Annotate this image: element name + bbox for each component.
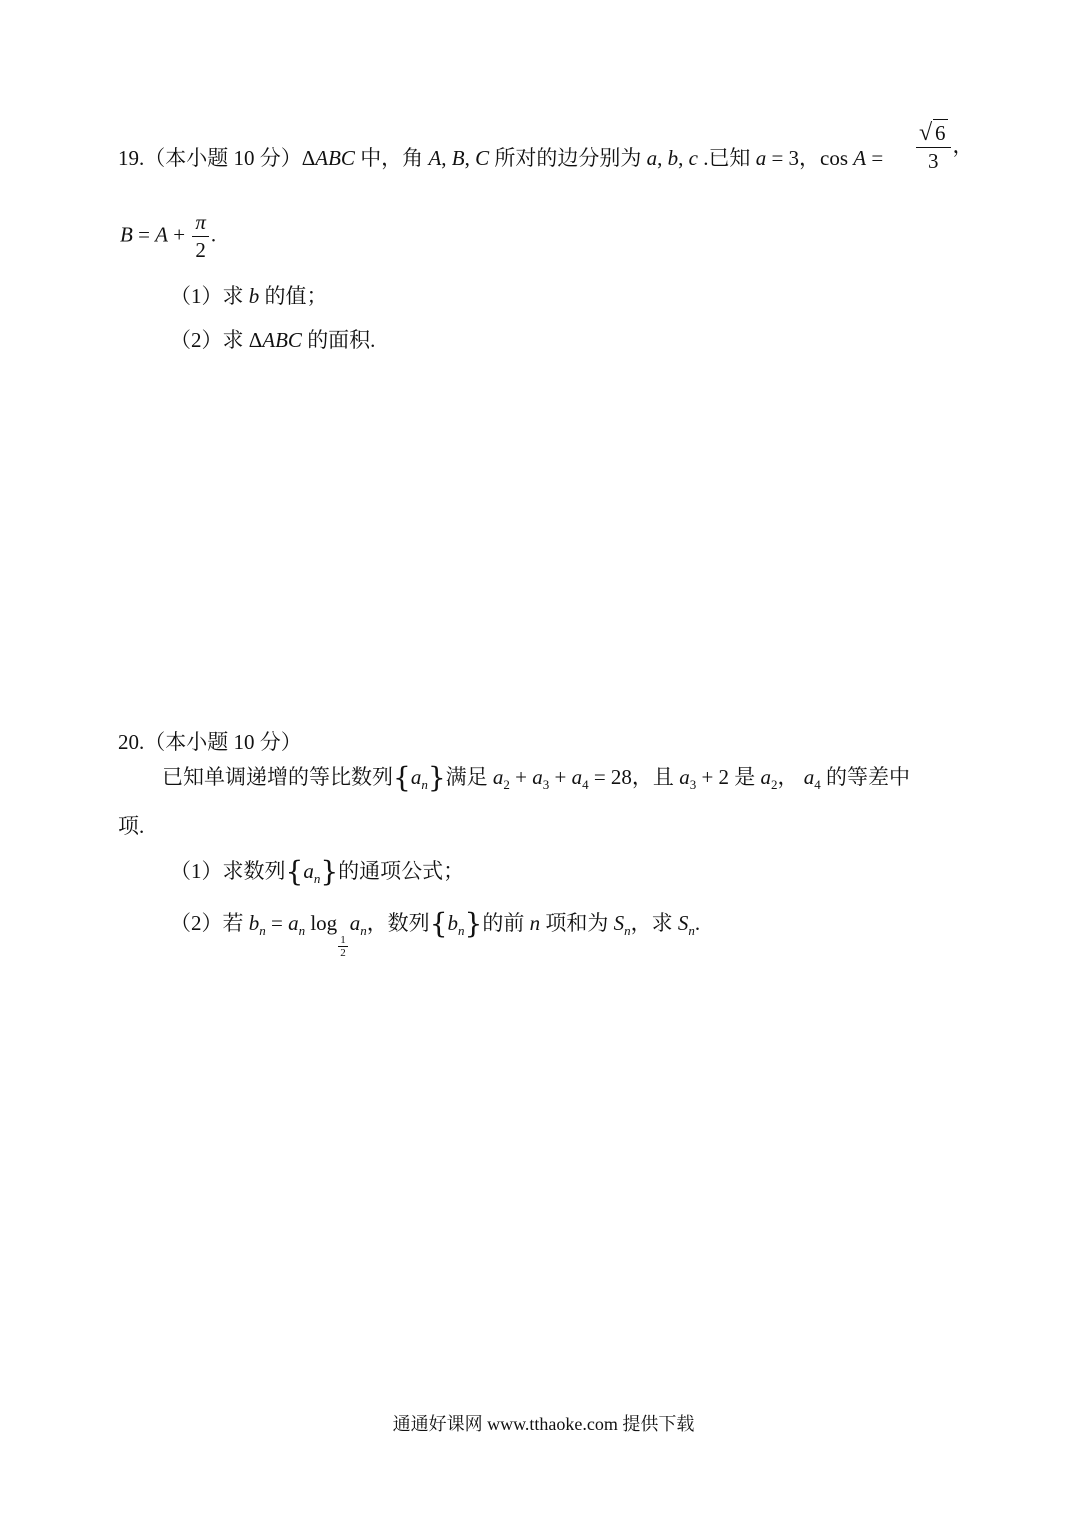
q19-points: （本小题 10 分） [144,146,302,170]
q19-number: 19. [118,146,145,170]
q20-points: （本小题 10 分） [144,730,302,754]
cosA-fraction: √ 6 3 [916,123,951,172]
q20-line-1: 已知单调递增的等比数列$\{a_n\}$满足 $a_2 + a_3 + a_4 = 28$，且 $a_3 + 2$ 是 $a_2$， $a_4$ 的等差中 [162,761,911,794]
q19-part-2: （2）求 ΔABC 的面积. [170,328,376,352]
pi-over-2-fraction [192,212,209,261]
pi-denominator: 2 [195,238,206,262]
log-base-half: $\frac{1}{2}$ [340,934,346,959]
q20-part-2: （2）若 $b_n = a_n$ log $\frac{1}{2}$ $a_n$，数列$\{b_n\}$的前 n 项和为 $S_n$，求 $S_n$. [170,907,701,959]
q19-line-1: 19.（本小题 10 分）ΔABC 中，角 A, B, C 所对的边分别为 a, b, c .已知 a = 3，cos A = [118,146,884,170]
q19-part-1: （1）求 b 的值； [170,284,328,308]
cosA-denominator: 3 [928,149,939,173]
q20-part-1: （1）求数列$\{a_n\}$的通项公式； [170,855,465,888]
q19-cos-fraction [914,120,974,173]
footer-source: 通通好课网 www.tthaoke.com 提供下载 [392,1414,695,1434]
q19-line-2: B = A + $\frac{\pi}{2}$ . [120,210,217,262]
pi-numerator: π [192,212,209,237]
q20-number: 20. [118,730,145,754]
q19-period: . [210,222,217,247]
q19-comma: ， [952,133,974,158]
q20-header [118,732,302,753]
q20-line-2 [118,816,144,837]
q20-line-2-text: 项. [118,814,145,838]
